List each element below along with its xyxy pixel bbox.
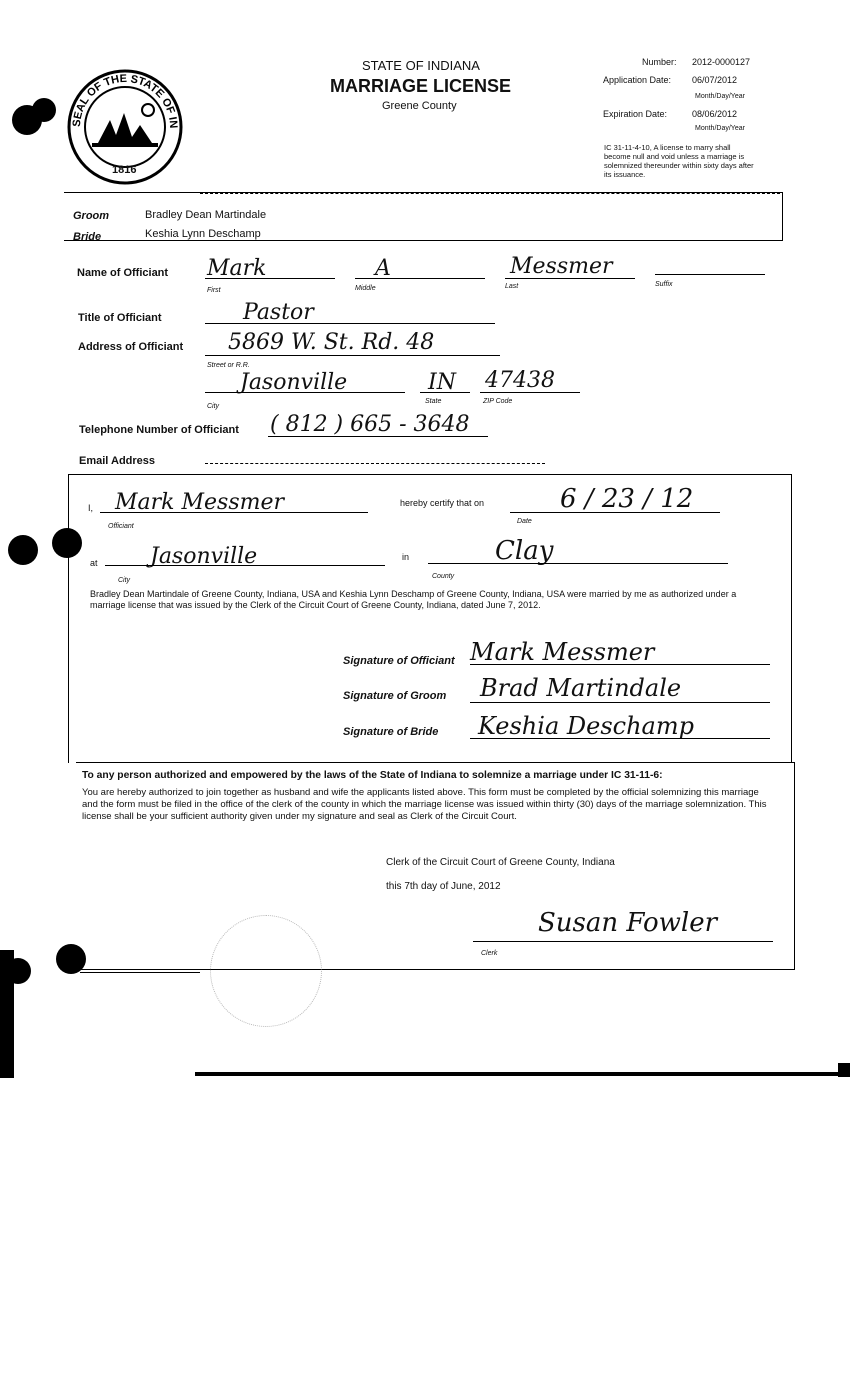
county-heading: Greene County (382, 100, 457, 112)
city-caption: City (207, 403, 220, 410)
groom-label: Groom (73, 210, 110, 222)
middle-caption: Middle (355, 285, 376, 292)
punch-hole (8, 535, 38, 565)
marriage-statement: Bradley Dean Martindale of Greene County, Indiana, USA and Keshia Lynn Deschamp of Greene County, Indiana, USA were married by me as authorized under a marriage license that was issued by the Clerk of the Circuit Court of Greene County, Indiana, dated June 7, 2012. (90, 589, 737, 610)
officiant-name-label: Name of Officiant (77, 267, 169, 279)
groom-signature-label: Signature of Groom (343, 690, 447, 702)
email-address-label: Email Address (79, 455, 156, 467)
divider (80, 972, 200, 973)
at-text: at (90, 558, 98, 568)
state-caption: State (425, 398, 442, 405)
officiant-phone-label: Telephone Number of Officiant (79, 424, 239, 436)
groom-name: Bradley Dean Martindale (145, 209, 267, 221)
scan-edge (0, 950, 14, 1078)
authority-heading: To any person authorized and empowered by the laws of the State of Indiana to solemnize a marriage under IC 31-11-6: (82, 770, 663, 781)
zip-caption: ZIP Code (483, 398, 513, 405)
groom-signature: Brad Martindale (480, 674, 682, 702)
email-address-field (205, 463, 545, 464)
expiration-date-label: Expiration Date: (603, 109, 668, 119)
punch-hole (32, 98, 56, 122)
bride-signature: Keshia Deschamp (478, 712, 694, 740)
issue-date-line: this 7th day of June, 2012 (386, 881, 501, 892)
embossed-seal-mark (210, 915, 322, 1027)
clerk-signature: Susan Fowler (538, 908, 718, 938)
bride-signature-label: Signature of Bride (343, 726, 439, 738)
officiant-street: 5869 W. St. Rd. 48 (228, 330, 435, 355)
date-caption: Date (517, 518, 532, 525)
document-title: MARRIAGE LICENSE (330, 76, 512, 96)
county-caption: County (432, 573, 455, 580)
officiant-address-label: Address of Officiant (78, 341, 184, 353)
scan-edge (195, 1072, 850, 1076)
authority-body: You are hereby authorized to join together as husband and wife the applicants listed above. This form must be completed by the official solemnizing this marriage and the form must be filed in the office of the clerk of the county in which the marriage license was issued within thirty (30) days of the marriage solemnization. This license shall be your sufficient authority given under my signature and seal as Clerk of the Circuit Court. (82, 787, 767, 822)
last-caption: Last (505, 283, 519, 290)
bride-name: Keshia Lynn Deschamp (145, 228, 261, 240)
suffix-caption: Suffix (655, 281, 673, 288)
officiant-phone: ( 812 ) 665 - 3648 (270, 412, 470, 437)
officiant-city: Jasonville (240, 370, 348, 395)
date-format-caption: Month/Day/Year (695, 125, 745, 132)
seal-top-text: SEAL OF THE STATE OF IN (70, 72, 180, 129)
state-heading: STATE OF INDIANA (362, 58, 480, 73)
officiant-title-label: Title of Officiant (78, 312, 162, 324)
number-label: Number: (642, 57, 677, 67)
officiant-signature: Mark Messmer (470, 638, 655, 666)
officiant-title: Pastor (243, 300, 314, 325)
city-caption: City (118, 577, 131, 584)
date-format-caption: Month/Day/Year (695, 93, 745, 100)
certificate-i: I, (88, 503, 94, 513)
street-caption: Street or R.R. (207, 362, 250, 369)
first-caption: First (207, 287, 221, 294)
marriage-county: Clay (495, 536, 554, 566)
application-date: 06/07/2012 (692, 75, 738, 85)
clerk-caption: Clerk (481, 950, 498, 957)
state-seal (60, 65, 190, 185)
officiant-state: IN (428, 370, 456, 395)
in-text: in (402, 552, 410, 562)
validity-notice: IC 31-11-4-10, A license to marry shall become null and void unless a marriage is solemnized thereunder within sixty days after its issuance. (604, 143, 754, 179)
application-date-label: Application Date: (603, 75, 672, 85)
officiant-signature-label: Signature of Officiant (343, 655, 455, 667)
officiant-zip: 47438 (485, 368, 555, 393)
license-number: 2012-0000127 (692, 57, 751, 67)
certify-text: hereby certify that on (400, 498, 485, 508)
bride-label: Bride (73, 231, 102, 243)
officiant-first-name: Mark (207, 256, 267, 281)
certificate-officiant: Mark Messmer (115, 490, 285, 515)
clerk-title-line: Clerk of the Circuit Court of Greene County, Indiana (386, 857, 615, 868)
officiant-last-name: Messmer (510, 254, 613, 279)
marriage-city: Jasonville (150, 544, 258, 569)
officiant-caption: Officiant (108, 523, 134, 530)
scan-edge (838, 1063, 850, 1077)
officiant-middle-name: A (375, 256, 391, 281)
marriage-date: 6 / 23 / 12 (560, 484, 694, 514)
expiration-date: 08/06/2012 (692, 109, 738, 119)
seal-year: 1816 (112, 164, 137, 176)
